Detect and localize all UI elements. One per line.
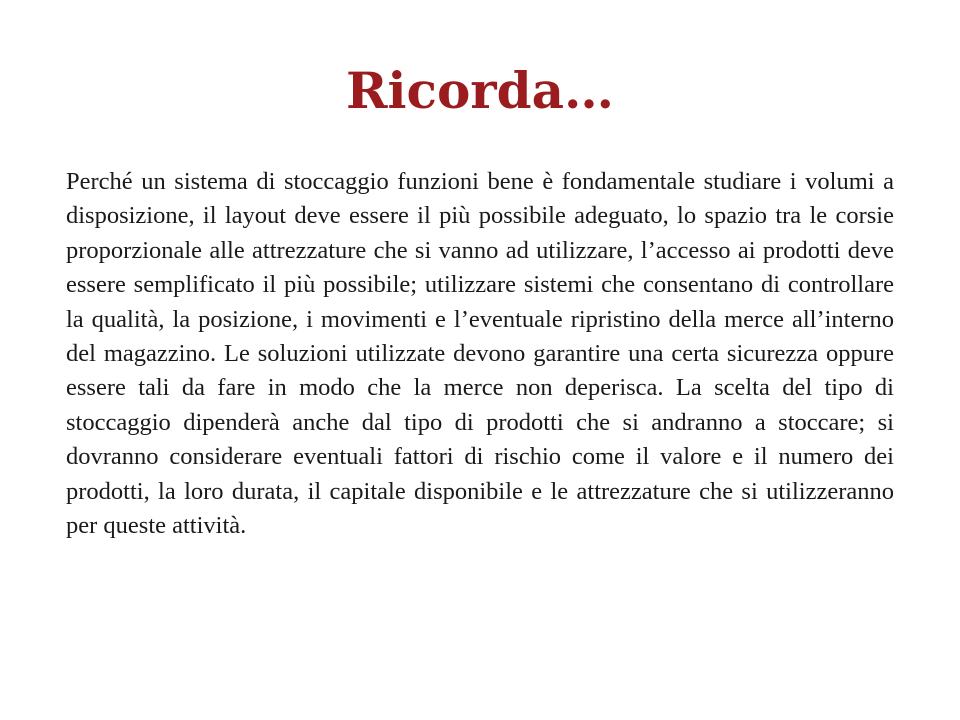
slide-title: Ricorda… — [345, 61, 615, 120]
slide-body-text: Perché un sistema di stoccaggio funzioni bene è fondamentale studiare i volumi a disposizione, il layout deve essere il più possibile adeguato, lo spazio tra le corsie proporzionale alle attrezzature che si vanno ad utilizzare, l’accesso ai prodotti deve essere semplificato il più possibile; utilizzare sistemi che consentano di controllare la qualità, la posizione, i movimenti e l’eventuale ripristino della merce all’interno del magazzino. Le soluzioni utilizzate devono garantire una certa sicurezza oppure essere tali da fare in modo che la merce non deperisca. La scelta del tipo di stoccaggio dipenderà anche dal tipo di prodotti che si andranno a stoccare; si dovranno considerare eventuali fattori di rischio come il valore e il numero dei prodotti, la loro durata, il capitale disponibile e le attrezzature che si utilizzeranno per queste attività. — [66, 168, 894, 540]
